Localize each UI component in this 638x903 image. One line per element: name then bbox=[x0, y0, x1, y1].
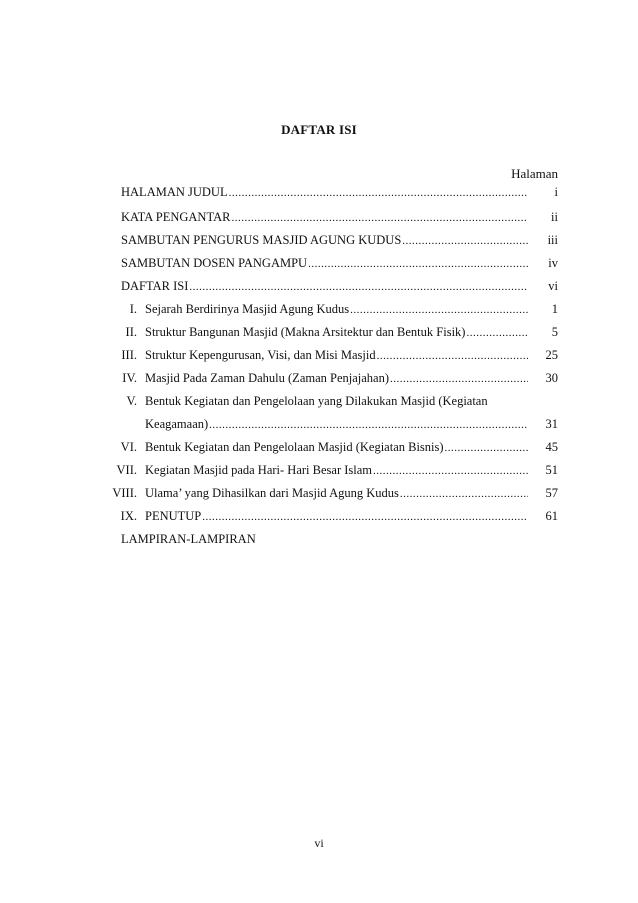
toc-row-kata-pengantar[interactable] bbox=[0, 208, 638, 226]
toc-entry bbox=[121, 277, 528, 296]
toc-entry-text: Masjid Pada Zaman Dahulu (Zaman Penjajahan) bbox=[145, 371, 390, 385]
halaman-column-label: Halaman bbox=[511, 166, 558, 181]
toc-entry bbox=[121, 183, 528, 202]
toc-row-sambutan-dosen[interactable] bbox=[0, 254, 638, 272]
toc-entry-text: Struktur Bangunan Masjid (Makna Arsitektur dan Bentuk Fisik) bbox=[145, 325, 466, 339]
toc-entry-text: Ulama’ yang Dihasilkan dari Masjid Agung Kudus bbox=[145, 486, 399, 500]
leader-dots bbox=[230, 209, 528, 227]
toc-entry-text-continued: Keagamaan) bbox=[145, 417, 209, 431]
toc-page-number: 51 bbox=[545, 463, 558, 477]
toc-row-chapter-5[interactable] bbox=[0, 392, 638, 410]
toc-row-halaman-judul[interactable] bbox=[0, 183, 638, 201]
toc-row-chapter-9[interactable] bbox=[0, 507, 638, 525]
toc-page-number: 45 bbox=[545, 440, 558, 454]
toc-row-chapter-1[interactable] bbox=[0, 300, 638, 318]
toc-entry-text: PENUTUP bbox=[145, 509, 202, 523]
leader-dots bbox=[376, 347, 528, 365]
page-number-footer: vi bbox=[314, 836, 324, 850]
toc-entry-text: Kegiatan Masjid pada Hari- Hari Besar Islam bbox=[145, 463, 373, 477]
toc-page-number: ii bbox=[551, 210, 558, 224]
toc-entry bbox=[145, 369, 528, 388]
toc-page-number: iii bbox=[547, 233, 558, 247]
toc-page-number: iv bbox=[548, 256, 558, 270]
toc-page-number: 30 bbox=[545, 371, 558, 385]
toc-page-number: 57 bbox=[545, 486, 558, 500]
toc-row-chapter-5-continued[interactable] bbox=[0, 415, 638, 433]
toc-entry bbox=[145, 438, 528, 457]
chapter-numeral: VIII. bbox=[112, 486, 137, 500]
toc-entry bbox=[145, 346, 528, 365]
leader-dots bbox=[201, 508, 528, 526]
leader-dots bbox=[349, 301, 528, 319]
leader-dots bbox=[208, 416, 528, 434]
toc-entry-text: Bentuk Kegiatan dan Pengelolaan Masjid (Kegiatan Bisnis) bbox=[145, 440, 444, 454]
toc-entry bbox=[121, 231, 528, 250]
toc-entry bbox=[145, 415, 528, 434]
toc-row-chapter-7[interactable] bbox=[0, 461, 638, 479]
toc-page-number: 61 bbox=[545, 509, 558, 523]
leader-dots bbox=[399, 485, 528, 503]
toc-row-chapter-8[interactable] bbox=[0, 484, 638, 502]
toc-entry bbox=[145, 507, 528, 526]
chapter-numeral: VI. bbox=[120, 440, 137, 454]
chapter-numeral: VII. bbox=[116, 463, 137, 477]
chapter-numeral: III. bbox=[121, 348, 137, 362]
chapter-numeral: I. bbox=[129, 302, 137, 316]
toc-entry bbox=[145, 300, 528, 319]
chapter-numeral: V. bbox=[126, 394, 137, 408]
toc-entry bbox=[145, 323, 528, 342]
leader-dots bbox=[372, 462, 528, 480]
toc-row-chapter-2[interactable] bbox=[0, 323, 638, 341]
toc-entry bbox=[121, 208, 528, 227]
toc-entry bbox=[145, 461, 528, 480]
page-title: DAFTAR ISI bbox=[281, 122, 357, 137]
toc-entry-text: SAMBUTAN DOSEN PANGAMPU bbox=[121, 256, 308, 270]
toc-page-number: vi bbox=[548, 279, 558, 293]
toc-page-number: 5 bbox=[551, 325, 558, 339]
leader-dots bbox=[444, 439, 528, 457]
toc-page-number: 1 bbox=[551, 302, 558, 316]
toc-row-daftar-isi[interactable] bbox=[0, 277, 638, 295]
chapter-numeral: II. bbox=[125, 325, 137, 339]
toc-page-number: 31 bbox=[545, 417, 558, 431]
leader-dots bbox=[389, 370, 528, 388]
toc-row-chapter-3[interactable] bbox=[0, 346, 638, 364]
toc-row-sambutan-pengurus[interactable] bbox=[0, 231, 638, 249]
toc-entry-text: Struktur Kepengurusan, Visi, dan Misi Masjid bbox=[145, 348, 376, 362]
toc-page-number: i bbox=[554, 185, 558, 199]
leader-dots bbox=[228, 184, 528, 202]
toc-row-chapter-6[interactable] bbox=[0, 438, 638, 456]
toc-entry-text: LAMPIRAN-LAMPIRAN bbox=[121, 532, 256, 546]
leader-dots bbox=[307, 255, 528, 273]
chapter-numeral: IV. bbox=[122, 371, 137, 385]
toc-row-lampiran[interactable] bbox=[0, 530, 638, 548]
toc-entry bbox=[121, 254, 528, 273]
toc-entry-text: DAFTAR ISI bbox=[121, 279, 189, 293]
toc-page-number: 25 bbox=[545, 348, 558, 362]
toc-entry bbox=[145, 484, 528, 503]
toc-entry-text: KATA PENGANTAR bbox=[121, 210, 231, 224]
leader-dots bbox=[401, 232, 528, 250]
toc-entry-text: SAMBUTAN PENGURUS MASJID AGUNG KUDUS bbox=[121, 233, 402, 247]
chapter-numeral: IX. bbox=[120, 509, 137, 523]
toc-entry-text: Sejarah Berdirinya Masjid Agung Kudus bbox=[145, 302, 350, 316]
toc-entry-text: HALAMAN JUDUL bbox=[121, 185, 228, 199]
leader-dots bbox=[188, 278, 528, 296]
toc-row-chapter-4[interactable] bbox=[0, 369, 638, 387]
toc-entry-text: Bentuk Kegiatan dan Pengelolaan yang Dilakukan Masjid (Kegiatan bbox=[145, 394, 488, 408]
